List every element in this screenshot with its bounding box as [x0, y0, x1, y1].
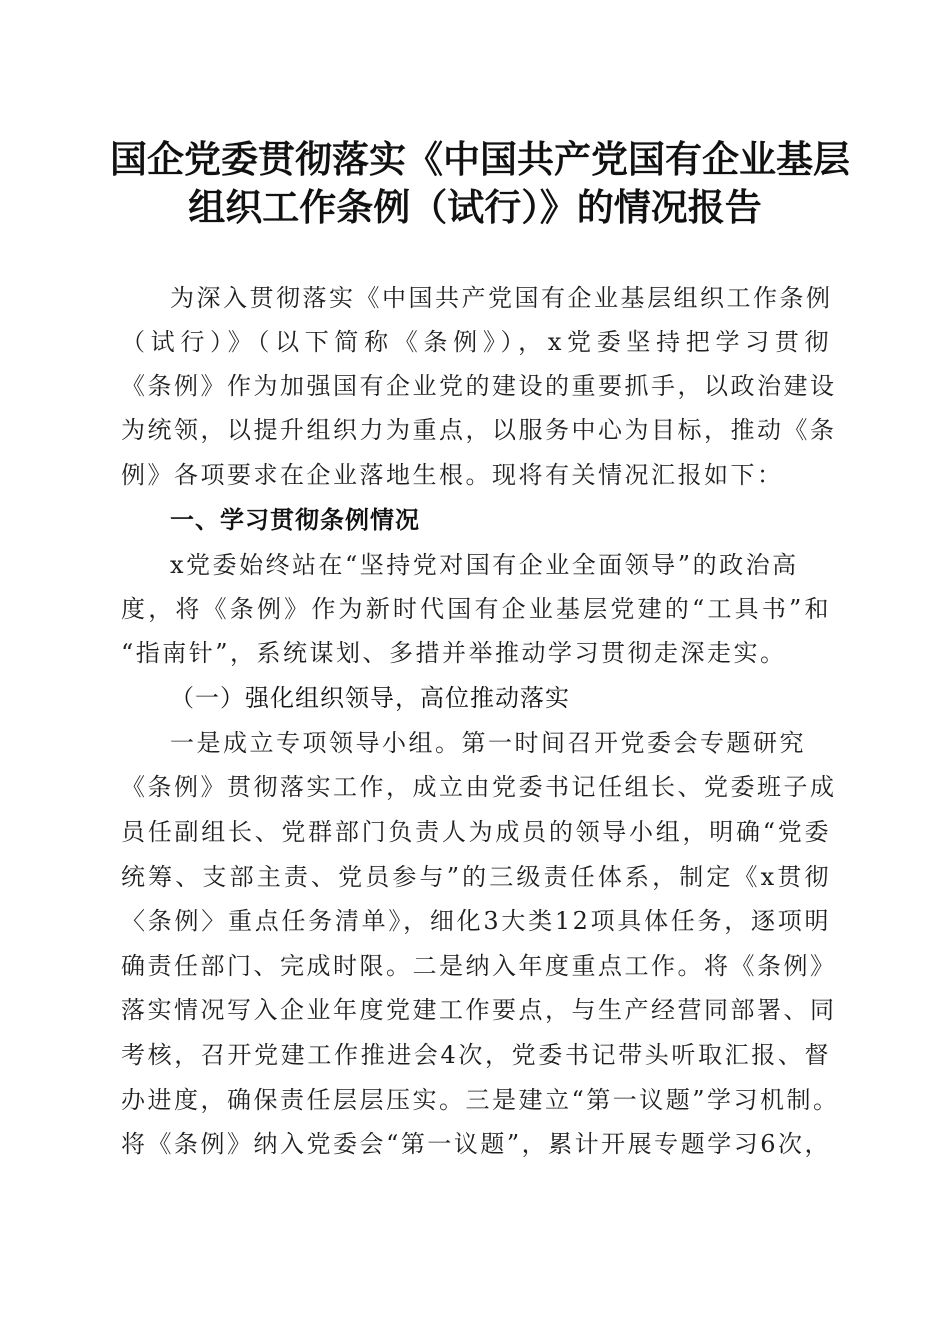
body-line: 落实情况写入企业年度党建工作要点，与生产经营同部署、同 [121, 996, 837, 1024]
section-line: x党委始终站在“坚持党对国有企业全面领导”的政治高 [170, 551, 799, 579]
body-line: 《条例》贯彻落实工作，成立由党委书记任组长、党委班子成 [121, 773, 837, 801]
body-line: 确责任部门、完成时限。二是纳入年度重点工作。将《条例》 [121, 952, 837, 980]
body-line: 〈条例〉重点任务清单》，细化3大类12项具体任务，逐项明 [121, 907, 831, 935]
document-title-line-1: 国企党委贯彻落实《中国共产党国有企业基层 [110, 138, 850, 181]
body-line: 办进度，确保责任层层压实。三是建立“第一议题”学习机制。 [121, 1086, 840, 1114]
intro-line: 为深入贯彻落实《中国共产党国有企业基层组织工作条例 [170, 284, 833, 312]
body-line: 考核，召开党建工作推进会4次，党委书记带头听取汇报、督 [121, 1041, 831, 1069]
document-title-line-2: 组织工作条例（试行）》的情况报告 [188, 186, 762, 229]
section-line: “指南针”，系统谋划、多措并举推动学习贯彻走深走实。 [121, 639, 787, 667]
intro-line: 例》各项要求在企业落地生根。现将有关情况汇报如下： [121, 461, 784, 489]
intro-line: （试行）》（以下简称《条例》），x党委坚持把学习贯彻 [121, 328, 831, 356]
intro-line: 《条例》作为加强国有企业党的建设的重要抓手，以政治建设 [121, 372, 837, 400]
section-line: 度，将《条例》作为新时代国有企业基层党建的“工具书”和 [121, 595, 831, 623]
body-line: 将《条例》纳入党委会“第一议题”，累计开展专题学习6次， [121, 1130, 831, 1158]
intro-line: 为统领，以提升组织力为重点，以服务中心为目标，推动《条 [121, 416, 837, 444]
subsection-heading: （一）强化组织领导，高位推动落实 [170, 684, 570, 712]
section-heading: 一、学习贯彻条例情况 [170, 506, 420, 534]
body-line: 统筹、支部主责、党员参与”的三级责任体系，制定《x贯彻 [121, 863, 831, 891]
body-line: 员任副组长、党群部门负责人为成员的领导小组，明确“党委 [121, 818, 831, 846]
body-line: 一是成立专项领导小组。第一时间召开党委会专题研究 [170, 729, 806, 757]
